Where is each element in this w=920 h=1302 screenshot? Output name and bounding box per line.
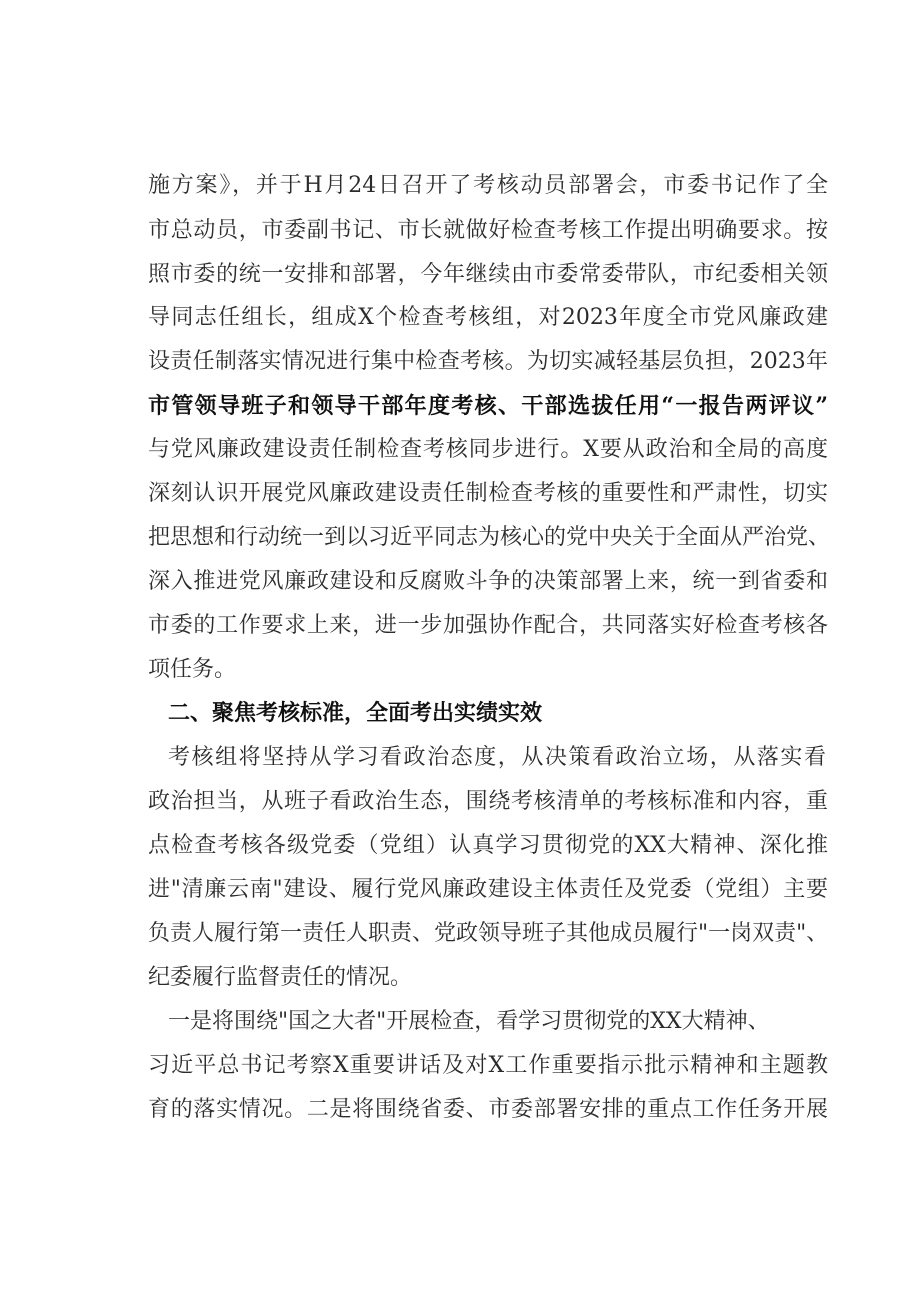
- paragraph-1-line-9: 把思想和行动统一到以习近平同志为核心的党中央关于全面从严治党、: [148, 525, 831, 550]
- paragraph-1-line-7: 与党风廉政建设责任制检查考核同步进行。X要从政治和全局的高度: [148, 437, 828, 462]
- paragraph-1-line-6: 市管领导班子和领导干部年度考核、干部选拔任用“一报告两评议”: [148, 393, 828, 419]
- paragraph-1-line-1: 施方案》，并于H月24日召开了考核动员部署会，市委书记作了全: [148, 173, 828, 198]
- paragraph-1-line-12: 项任务。: [148, 657, 237, 682]
- paragraph-2-line-6: 纪委履行监督责任的情况。: [148, 965, 413, 990]
- paragraph-2-line-2: 政治担当，从班子看政治生态，围绕考核清单的考核标准和内容，重: [148, 789, 828, 814]
- paragraph-1-line-4: 导同志任组长，组成X个检查考核组，对2023年度全市党风廉政建: [148, 305, 828, 330]
- paragraph-1-line-10: 深入推进党风廉政建设和反腐败斗争的决策部署上来，统一到省委和: [148, 569, 828, 594]
- section-heading-2: 二、聚焦考核标准，全面考出实绩实效: [168, 701, 543, 726]
- paragraph-1-line-8: 深刻认识开展党风廉政建设责任制检查考核的重要性和严肃性，切实: [148, 481, 828, 506]
- paragraph-3-line-1: 一是将围绕"国之大者"开展检查，看学习贯彻党的XX大精神、: [168, 1009, 770, 1034]
- paragraph-2-line-3: 点检查考核各级党委（党组）认真学习贯彻党的XX大精神、深化推: [148, 833, 828, 858]
- paragraph-1-line-3: 照市委的统一安排和部署，今年继续由市委常委带队，市纪委相关领: [148, 262, 828, 287]
- paragraph-3-line-3: 育的落实情况。二是将围绕省委、市委部署安排的重点工作任务开展: [148, 1097, 828, 1122]
- paragraph-1-line-5: 设责任制落实情况进行集中检查考核。为切实减轻基层负担，2023年: [148, 349, 828, 374]
- paragraph-1-line-11: 市委的工作要求上来，进一步加强协作配合，共同落实好检查考核各: [148, 613, 828, 638]
- paragraph-2-line-4: 进"清廉云南"建设、履行党风廉政建设主体责任及党委（党组）主要: [148, 877, 828, 902]
- paragraph-2-line-5: 负责人履行第一责任人职责、党政领导班子其他成员履行"一岗双责"、: [148, 921, 829, 946]
- paragraph-1-line-2: 市总动员，市委副书记、市长就做好检查考核工作提出明确要求。按: [148, 218, 828, 243]
- paragraph-2-line-1: 考核组将坚持从学习看政治态度，从决策看政治立场，从落实看: [168, 745, 826, 770]
- paragraph-3-line-2: 习近平总书记考察X重要讲话及对X工作重要指示批示精神和主题教: [148, 1053, 828, 1078]
